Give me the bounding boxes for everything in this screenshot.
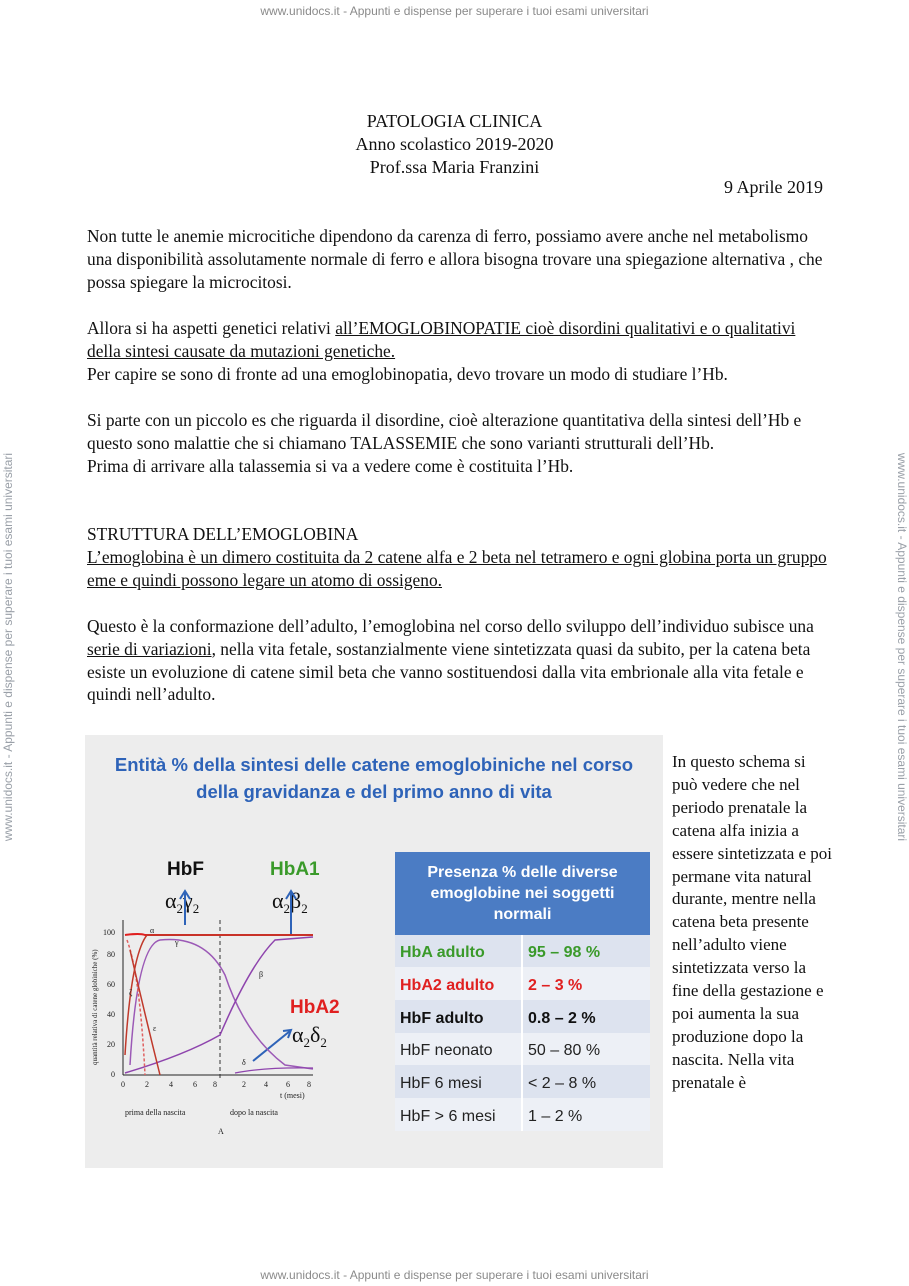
p5-underlined: serie di variazioni (87, 638, 212, 659)
watermark-right: www.unidocs.it - Appunti e dispense per superare i tuoi esami universitari (895, 452, 909, 842)
gamma-curve (130, 939, 313, 1069)
label-delta: δ (242, 1058, 246, 1067)
row-3-value: 0.8 – 2 % (528, 1010, 596, 1027)
paragraph-1: Non tutte le anemie microcitiche dipendono da carenza di ferro, possiamo avere anche nel metabolismo una disponibilità assolutamente normale di ferro e allora bisogna trovare una spiegazione alternativa , che possa spiegare la microcitosi. (87, 226, 823, 292)
after-birth-label: dopo la nascita (230, 1108, 278, 1117)
hbf-formula: $\alpha_2\gamma_2$ (165, 888, 200, 916)
row-6-value: 1 – 2 % (528, 1108, 583, 1125)
row-2-value: 2 – 3 % (528, 977, 583, 994)
hba1-label: HbA1 (270, 859, 320, 880)
row-1-value: 95 – 98 % (528, 944, 601, 961)
row-5-value: < 2 – 8 % (528, 1075, 597, 1092)
figure-title-2: della gravidanza e del primo anno di vita (196, 781, 552, 802)
hba1-formula: $\alpha_2\beta_2$ (272, 888, 308, 916)
xtick-2: 2 (145, 1080, 149, 1089)
academic-year: Anno scolastico 2019-2020 (355, 134, 554, 154)
section-heading: STRUTTURA DELL’EMOGLOBINA (87, 524, 359, 544)
xtick-1: 0 (121, 1080, 125, 1089)
watermark-top: www.unidocs.it - Appunti e dispense per superare i tuoi esami universitari (260, 4, 649, 18)
y-axis-label: quantità relativa di catene globiniche (%) (91, 949, 99, 1065)
alpha-curve (125, 935, 313, 1055)
hbf-label: HbF (167, 859, 204, 880)
x-axis-label: t (mesi) (280, 1091, 305, 1100)
p4-underlined: L’emoglobina è un dimero costituita da 2 catene alfa e 2 beta nel tetramero e ogni globina porta un gruppo eme e quindi possono legare un atomo di ossigeno. (87, 546, 827, 590)
label-beta: β (259, 970, 264, 979)
watermark-bottom: www.unidocs.it - Appunti e dispense per superare i tuoi esami universitari (260, 1268, 649, 1282)
x-ticks (121, 1080, 311, 1089)
hba2-arrow (253, 1031, 290, 1061)
xtick-3: 4 (169, 1080, 173, 1089)
paragraph-2 (87, 317, 827, 385)
figure-svg (85, 735, 663, 1168)
row-2-label: HbA2 adulto (400, 977, 495, 994)
hba2-label: HbA2 (290, 997, 340, 1018)
professor: Prof.ssa Maria Franzini (369, 157, 540, 177)
xtick-7: 4 (264, 1080, 268, 1089)
hemoglobin-figure (85, 735, 663, 1168)
p3-line2: Prima di arrivare alla talassemia si va a vedere come è costituita l’Hb. (87, 455, 574, 476)
panel-label: A (218, 1127, 224, 1136)
table-header-text: Presenza % delle diverse emoglobine nei soggetti normali (427, 864, 618, 923)
figure-title-1: Entità % della sintesi delle catene emoglobiniche nel corso (114, 754, 634, 775)
side-paragraph: In questo schema si può vedere che nel periodo prenatale la catena alfa inizia a essere sintetizzata e poi permane vita natural durante, mentre nella catena beta presente nell’adulto viene sintetizzata verso la fine della gestazione e poi aumenta la sua produzione dopo la nascita. Nella vita prenatale è (672, 752, 833, 1092)
ytick-100: 100 (103, 928, 115, 937)
xtick-5: 8 (213, 1080, 217, 1089)
row-1-label: HbA adulto (400, 944, 485, 961)
beta-curve (125, 937, 313, 1073)
lecture-date: 9 Aprile 2019 (724, 177, 823, 197)
row-5-label: HbF 6 mesi (400, 1075, 482, 1092)
xtick-9: 8 (307, 1080, 311, 1089)
ytick-40: 40 (107, 1010, 115, 1019)
p5-post: , nella vita fetale, sostanzialmente viene sintetizzata quasi da subito, per la catena beta esiste un evoluzione di catene simil beta che vanno sostituendosi dalla vita embrionale alla vita fetale e quindi nell’adulto. (87, 638, 811, 705)
hba2-formula: $\alpha_2\delta_2$ (292, 1022, 327, 1050)
p2-line2: Per capire se sono di fronte ad una emoglobinopatia, devo trovare un modo di studiare l’Hb. (87, 363, 728, 384)
paragraph-5 (87, 615, 827, 706)
ytick-60: 60 (107, 980, 115, 989)
label-zeta: ζ (129, 988, 133, 997)
p2-pre: Allora si ha aspetti genetici relativi (87, 318, 336, 338)
paragraph-4 (87, 523, 827, 591)
before-birth-label: prima della nascita (125, 1108, 186, 1117)
row-4-label: HbF neonato (400, 1042, 493, 1059)
curve-labels (129, 926, 263, 1067)
label-gamma: γ (175, 938, 179, 947)
xtick-6: 2 (242, 1080, 246, 1089)
xtick-8: 6 (286, 1080, 290, 1089)
delta-curve (235, 1068, 313, 1073)
paragraph-3 (87, 409, 827, 477)
label-epsilon: ε (153, 1024, 157, 1033)
table-header (395, 852, 650, 935)
course-title: PATOLOGIA CLINICA (366, 111, 543, 131)
p5-pre: Questo è la conformazione dell’adulto, l’emoglobina nel corso dello sviluppo dell’individuo subisce una (87, 616, 814, 636)
p2-underlined: all’EMOGLOBINOPATIE cioè disordini qualitativi e o qualitativi della sintesi causate da mutazioni genetiche. (87, 318, 796, 361)
row-6-label: HbF > 6 mesi (400, 1108, 496, 1125)
ytick-20: 20 (107, 1040, 115, 1049)
y-ticks (103, 928, 115, 1079)
label-alpha: α (150, 926, 155, 935)
row-3-label: HbF adulto (400, 1010, 484, 1027)
row-4-value: 50 – 80 % (528, 1042, 601, 1059)
ytick-0: 0 (111, 1070, 115, 1079)
p3-text: Si parte con un piccolo es che riguarda il disordine, cioè alterazione quantitativa della sintesi dell’Hb e questo sono malattie che si chiamano TALASSEMIE che sono varianti strutturali dell’Hb. (87, 410, 802, 453)
ytick-80: 80 (107, 950, 115, 959)
xtick-4: 6 (193, 1080, 197, 1089)
watermark-left: www.unidocs.it - Appunti e dispense per superare i tuoi esami universitari (1, 452, 15, 842)
